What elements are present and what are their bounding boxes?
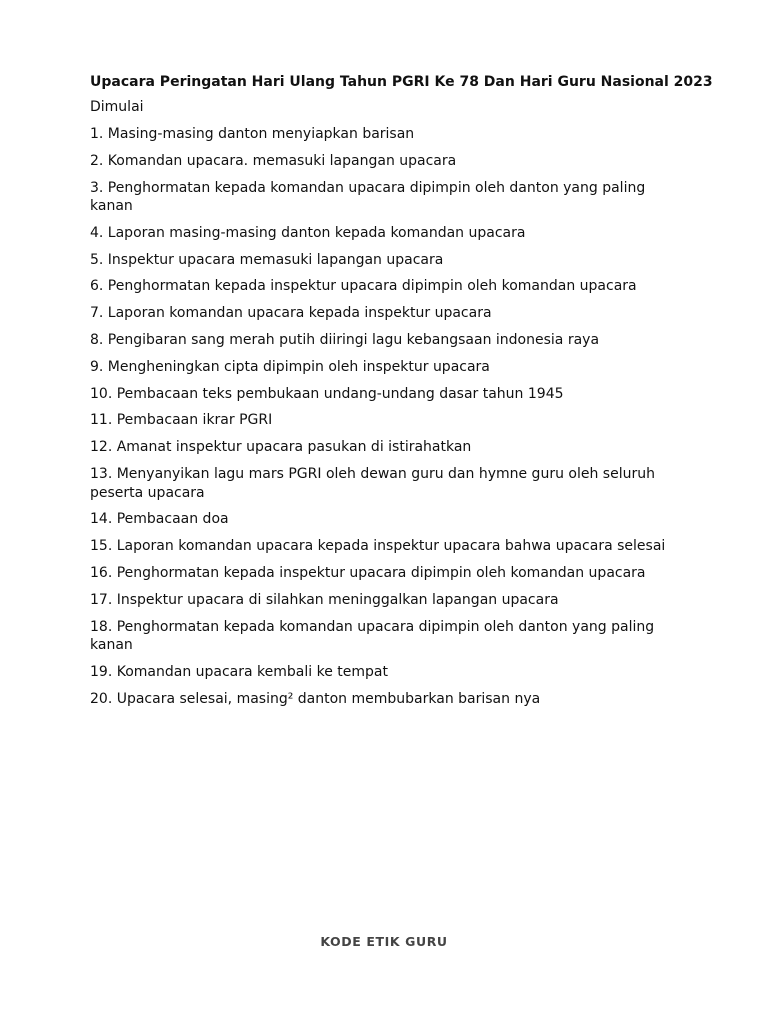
list-item: 6. Penghormatan kepada inspektur upacara dipimpin oleh komandan upacara (90, 278, 637, 295)
list-item: 15. Laporan komandan upacara kepada inspektur upacara bahwa upacara selesai (90, 538, 666, 555)
list-item: 1. Masing-masing danton menyiapkan barisan (90, 126, 415, 142)
list-item: 10. Pembacaan teks pembukaan undang-undang dasar tahun 1945 (90, 385, 564, 402)
list-item: 14. Pembacaan doa (90, 511, 229, 528)
list-item: 12. Amanat inspektur upacara pasukan di istirahatkan (90, 439, 472, 456)
list-item: 11. Pembacaan ikrar PGRI (90, 412, 273, 429)
list-item: 8. Pengibaran sang merah putih diiringi lagu kebangsaan indonesia raya (90, 332, 600, 349)
list-item: 18. Penghormatan kepada komandan upacara dipimpin oleh danton yang paling kanan (90, 618, 655, 654)
list-item: 19. Komandan upacara kembali ke tempat (90, 663, 388, 680)
list-item: 7. Laporan komandan upacara kepada inspektur upacara (90, 305, 492, 322)
ceremony-steps-list (90, 125, 690, 708)
footer-heading: KODE ETIK GURU (320, 934, 448, 949)
list-item: 20. Upacara selesai, masing² danton membubarkan barisan nya (90, 690, 541, 707)
list-item: 5. Inspektur upacara memasuki lapangan upacara (90, 251, 444, 268)
document-title: Upacara Peringatan Hari Ulang Tahun PGRI Ke 78 Dan Hari Guru Nasional 2023 (90, 74, 713, 90)
list-item: 2. Komandan upacara. memasuki lapangan upacara (90, 152, 457, 169)
list-item: 16. Penghormatan kepada inspektur upacara dipimpin oleh komandan upacara (90, 564, 646, 581)
list-item: 9. Mengheningkan cipta dipimpin oleh inspektur upacara (90, 358, 490, 375)
list-item: 13. Menyanyikan lagu mars PGRI oleh dewan guru dan hymne guru oleh seluruh peserta upacara (90, 466, 655, 501)
document-page (90, 73, 713, 716)
list-item: 3. Penghormatan kepada komandan upacara dipimpin oleh danton yang paling kanan (90, 179, 646, 215)
intro-text: Dimulai (90, 99, 144, 115)
list-item: 17. Inspektur upacara di silahkan meninggalkan lapangan upacara (90, 591, 559, 608)
list-item: 4. Laporan masing-masing danton kepada komandan upacara (90, 224, 526, 241)
